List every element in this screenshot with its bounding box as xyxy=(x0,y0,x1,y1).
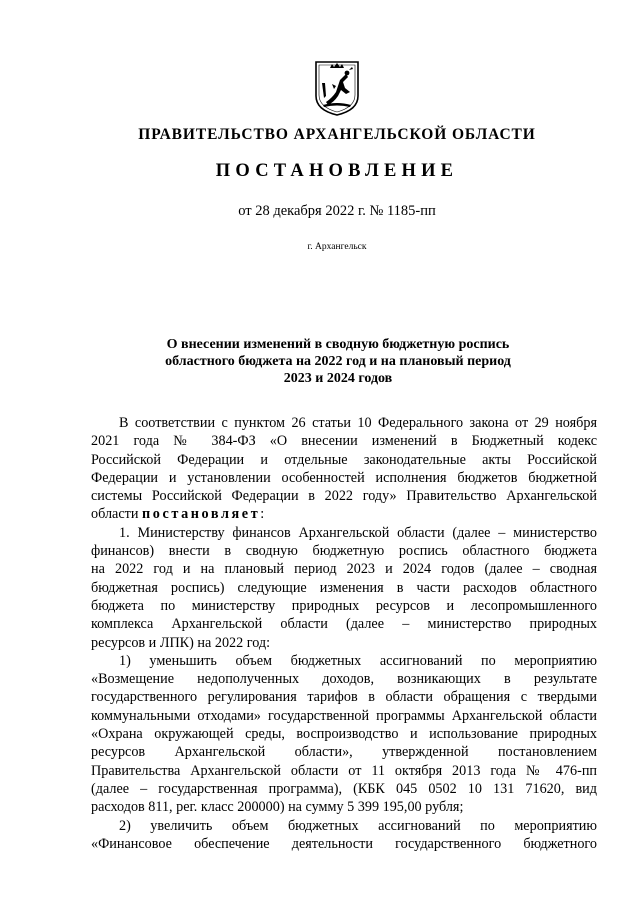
body-line: «Возмещение недополученных доходов, возникающих в результате xyxy=(91,671,597,688)
body-line: В соответствии с пунктом 26 статьи 10 Федерального закона от 29 ноября xyxy=(119,415,597,431)
body-line: системы Российской Федерации в 2022 году» Правительство Архангельской xyxy=(91,488,597,505)
heading-line: 2023 и 2024 годов xyxy=(283,371,393,386)
body-line: «Финансовое обеспечение деятельности государственного бюджетного xyxy=(91,835,597,852)
body-line: 2) увеличить объем бюджетных ассигнований по мероприятию xyxy=(119,817,597,834)
body-line: ресурсов и ЛПК) на 2022 год: xyxy=(91,634,271,651)
document-type: ПОСТАНОВЛЕНИЕ xyxy=(215,161,459,181)
body-line: комплекса Архангельской области (далее – министерство природных xyxy=(91,616,597,633)
body-line: расходов 811, рег. класс 200000) на сумму 5 399 195,00 рубля; xyxy=(91,799,464,816)
body-line: «Охрана окружающей среды, воспроизводство и использование природных xyxy=(91,726,597,743)
body-line: 1) уменьшить объем бюджетных ассигнований по мероприятию xyxy=(119,652,597,669)
body-line: 1. Министерству финансов Архангельской области (далее – министерство xyxy=(119,524,597,541)
body-line: (далее – государственная программа), (КБК 045 0502 10 131 71620, вид xyxy=(91,780,597,797)
body-line: коммунальными отходами» государственной программы Архангельской области xyxy=(91,707,597,724)
coat-of-arms-emblem xyxy=(312,58,362,118)
body-line: на 2022 год и на плановый период 2023 и 2024 годов (далее – сводная xyxy=(91,561,597,578)
body-line: 2021 года № 384-ФЗ «О внесении изменений в Бюджетный кодекс xyxy=(91,433,597,450)
body-line xyxy=(91,505,597,523)
body-line: Федерации и установлении особенностей исполнения бюджетов бюджетной xyxy=(91,469,597,486)
document-date-number: от 28 декабря 2022 г. № 1185-пп xyxy=(238,203,436,219)
government-title: ПРАВИТЕЛЬСТВО АРХАНГЕЛЬСКОЙ ОБЛАСТИ xyxy=(138,126,536,143)
heading-line: О внесении изменений в сводную бюджетную роспись xyxy=(166,337,510,352)
body-line: Правительства Архангельской области от 11 октября 2013 года № 476-пп xyxy=(91,762,597,779)
document-body xyxy=(91,414,597,853)
document-city: г. Архангельск xyxy=(307,242,367,252)
body-text-fragment: области xyxy=(91,506,139,523)
body-line: государственного регулирования тарифов в области обращения с твердыми xyxy=(91,689,597,706)
body-line: бюджетная роспись) следующие изменения в части расходов областного xyxy=(91,579,597,596)
body-line: бюджета по министерству природных ресурсов и лесопромышленного xyxy=(91,597,597,614)
document-heading xyxy=(138,336,538,387)
body-line: финансов) внести в сводную бюджетную роспись областного бюджета xyxy=(91,543,597,560)
heading-line: областного бюджета на 2022 год и на плановый период xyxy=(165,354,511,369)
body-text-fragment: : xyxy=(260,506,265,523)
body-line: Российской Федерации и отдельные законодательные акты Российской xyxy=(91,451,597,468)
body-line: ресурсов Архангельской области», утвержденной постановлением xyxy=(91,744,597,761)
resolution-keyword: постановляет xyxy=(141,506,261,523)
